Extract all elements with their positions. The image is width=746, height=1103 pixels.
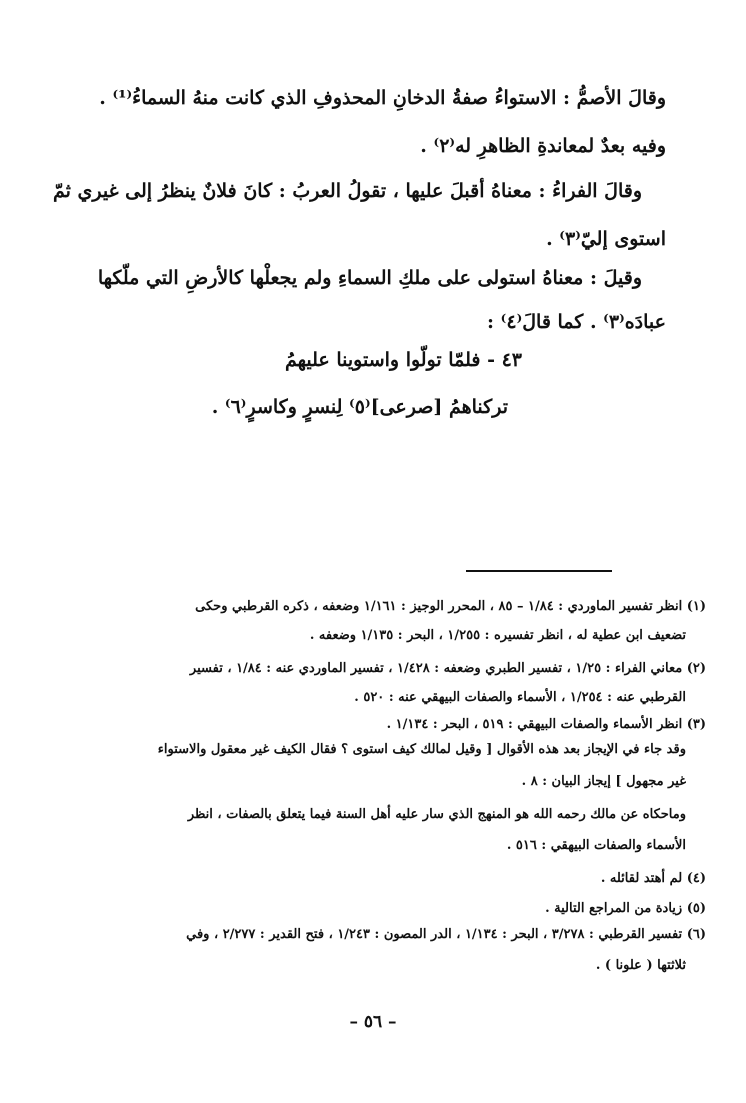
footnote-3-line-3: غير مجهول ] إيجاز البيان : ٨ . <box>521 774 686 789</box>
footnote-divider <box>466 570 612 572</box>
body-line-4: استوى إليّ⁽٣⁾ . <box>546 228 666 250</box>
body-line-3: وقالَ الفراءُ : معناهُ أقبلَ عليها ، تقولُ العربُ : كانَ فلانٌ ينظرُ إلى غيري ثمّ <box>52 180 642 202</box>
footnote-3-line-1: (٣) انظر الأسماء والصفات البيهقي : ٥١٩ ، البحر : ١/١٣٤ . <box>386 717 706 732</box>
footnote-6-line-1: (٦) تفسير القرطبي : ٣/٢٧٨ ، البحر : ١/١٣٤ ، الدر المصون : ١/٢٤٣ ، فتح القدير : ٢/٢٧٧ ، وفي <box>186 927 706 942</box>
footnote-3-line-4: وماحكاه عن مالك رحمه الله هو المنهج الذي سار عليه أهل السنة فيما يتعلق بالصفات ، انظر <box>187 807 686 822</box>
footnote-3-line-5: الأسماء والصفات البيهقي : ٥١٦ . <box>506 838 686 853</box>
footnote-3-line-2: وقد جاء في الإيجاز بعد هذه الأقوال [ وقيل لمالك كيف استوى ؟ فقال الكيف غير معقول والاستواء <box>157 742 686 757</box>
footnote-5: (٥) زيادة من المراجع التالية . <box>545 901 706 916</box>
body-line-2: وفيه بعدٌ لمعاندةِ الظاهرِ له⁽٢⁾ . <box>420 135 666 157</box>
footnote-2-line-2: القرطبي عنه : ١/٢٥٤ ، الأسماء والصفات البيهقي عنه : ٥٢٠ . <box>354 690 686 705</box>
footnote-4: (٤) لم أهتد لقائله . <box>600 871 706 886</box>
footnote-1-line-1: (١) انظر تفسير الماوردي : ١/٨٤ – ٨٥ ، المحرر الوجيز : ١/١٦١ وضعفه ، ذكره القرطبي وحكى <box>195 599 706 614</box>
footnote-1-line-2: تضعيف ابن عطية له ، انظر تفسيره : ١/٢٥٥ ، البحر : ١/١٣٥ وضعفه . <box>309 628 686 643</box>
body-line-1: وقالَ الأصمُّ : الاستواءُ صفةُ الدخانِ المحذوفِ الذي كانت منهُ السماءُ⁽¹⁾ . <box>99 87 666 109</box>
verse-line-1: ٤٣ - فلمّا تولّوا واستوينا عليهمُ <box>284 349 522 371</box>
verse-line-2: تركناهمُ [صرعى]⁽٥⁾ لِنسرٍ وكاسرٍ⁽٦⁾ . <box>211 396 508 418</box>
body-line-6: عبادَه⁽٣⁾ . كما قالَ⁽٤⁾ : <box>487 311 666 333</box>
body-line-5: وقيلَ : معناهُ استولى على ملكِ السماءِ ولم يجعلْها كالأرضِ التي ملّكها <box>97 267 642 289</box>
footnote-6-line-2: ثلاثتها ( علونا ) . <box>595 958 686 973</box>
page-number: – ٥٦ – <box>349 1012 397 1032</box>
footnote-2-line-1: (٢) معاني الفراء : ١/٢٥ ، تفسير الطبري وضعفه : ١/٤٢٨ ، تفسير الماوردي عنه : ١/٨٤ ، تفسير <box>189 661 706 676</box>
